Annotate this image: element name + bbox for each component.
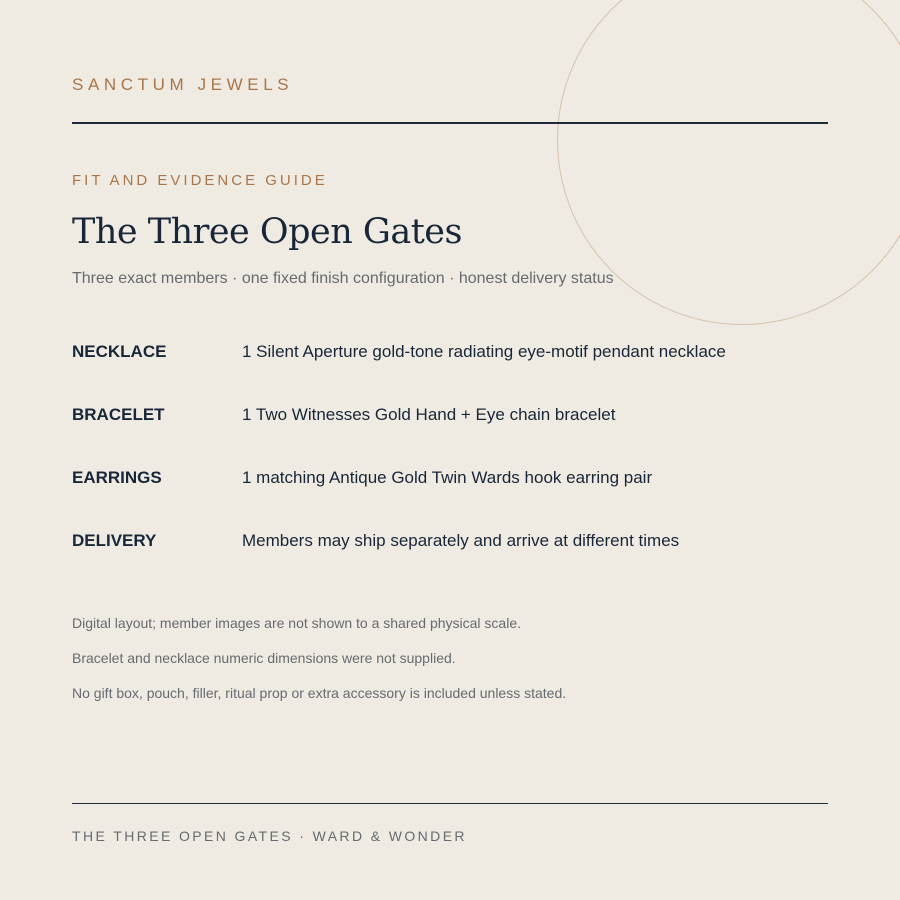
page-title: The Three Open Gates (72, 212, 462, 252)
spec-value: 1 Silent Aperture gold-tone radiating eye-motif pendant necklace (242, 342, 726, 361)
guide-eyebrow: FIT AND EVIDENCE GUIDE (72, 172, 328, 189)
header-divider (72, 122, 828, 124)
spec-row-delivery (72, 530, 828, 552)
footer-divider (72, 803, 828, 804)
spec-label: BRACELET (72, 405, 165, 424)
spec-row-earrings (72, 467, 828, 489)
note-inclusions: No gift box, pouch, filler, ritual prop or extra accessory is included unless stated. (72, 685, 567, 701)
spec-label: DELIVERY (72, 531, 157, 550)
spec-value: 1 matching Antique Gold Twin Wards hook earring pair (242, 468, 653, 487)
note-scale: Digital layout; member images are not shown to a shared physical scale. (72, 615, 521, 631)
spec-label: NECKLACE (72, 342, 167, 361)
spec-row-bracelet (72, 404, 828, 426)
spec-value: Members may ship separately and arrive at different times (242, 531, 680, 550)
spec-value: 1 Two Witnesses Gold Hand + Eye chain bracelet (242, 405, 616, 424)
brand-name: SANCTUM JEWELS (72, 75, 294, 94)
spec-row-necklace (72, 341, 828, 363)
spec-label: EARRINGS (72, 468, 162, 487)
footer-text: THE THREE OPEN GATES · WARD & WONDER (72, 828, 467, 844)
page-subtitle: Three exact members · one fixed finish configuration · honest delivery status (72, 270, 614, 287)
note-dimensions: Bracelet and necklace numeric dimensions were not supplied. (72, 650, 456, 666)
